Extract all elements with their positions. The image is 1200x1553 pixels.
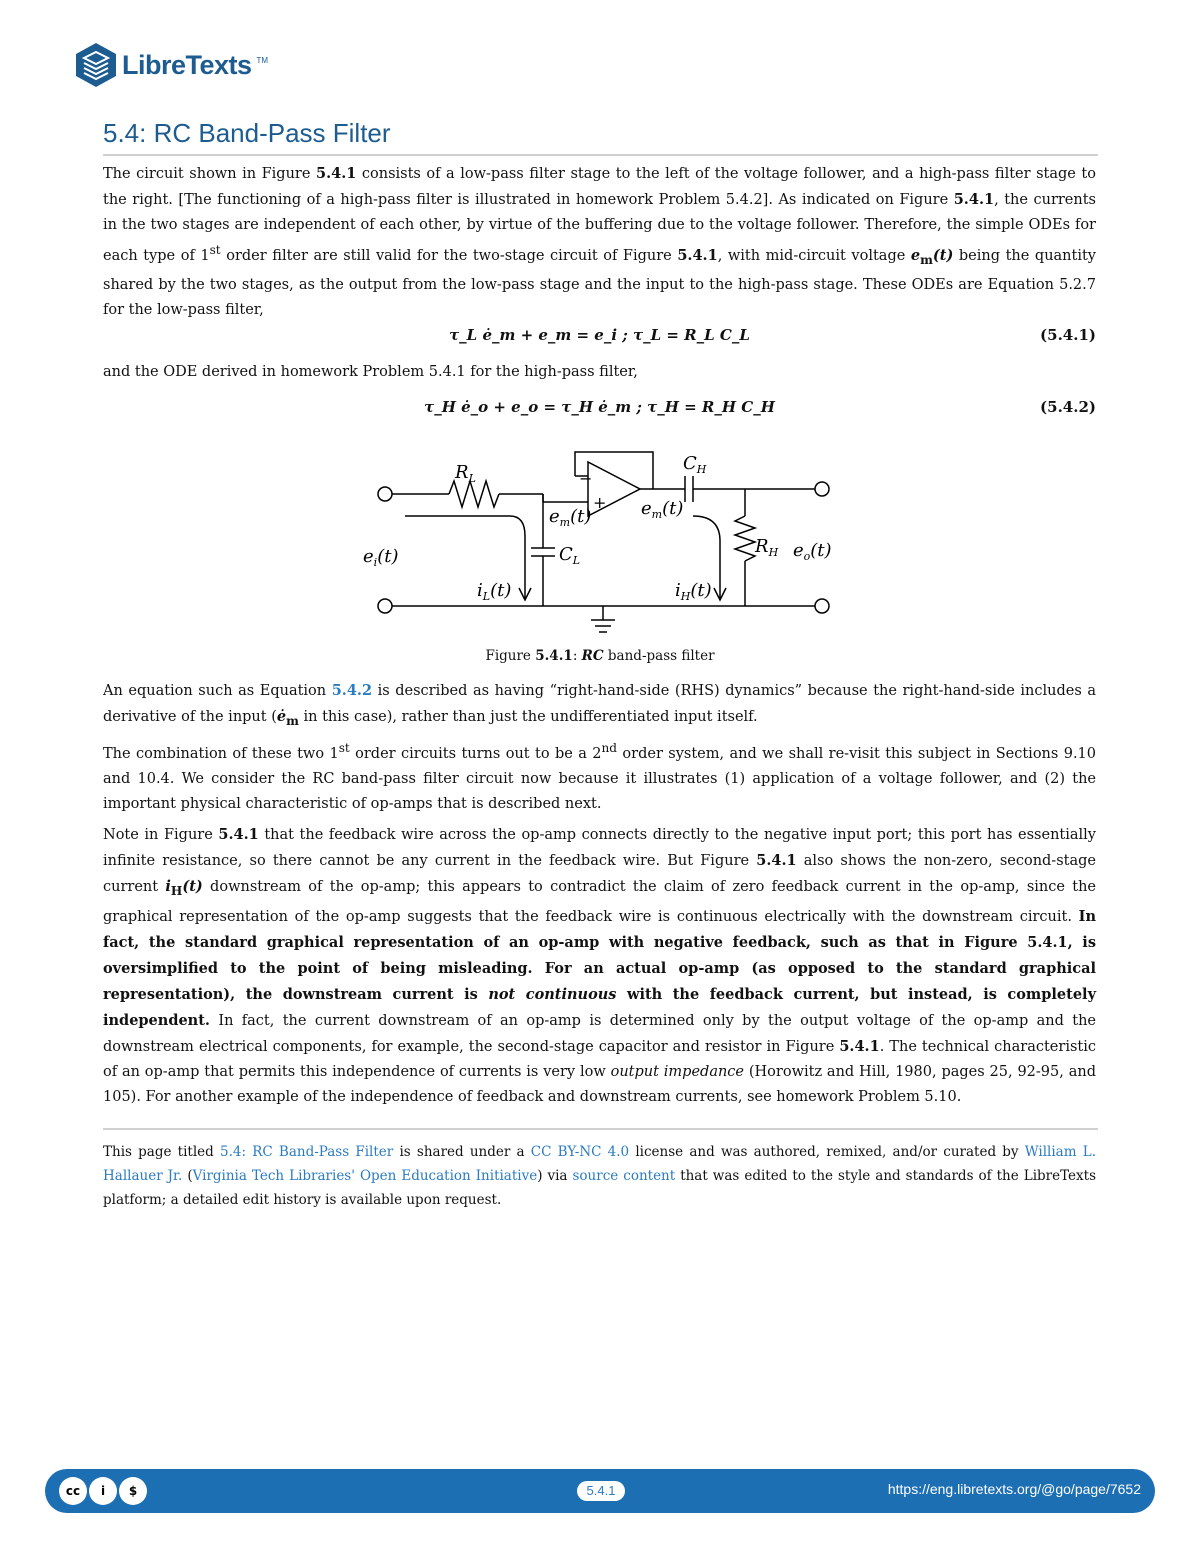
license-link[interactable]: CC BY-NC 4.0 bbox=[530, 1144, 630, 1160]
text-run: ( bbox=[182, 1168, 193, 1184]
math-subscript: m bbox=[920, 252, 933, 267]
equation-math: τ_L ė_m + e_m = e_i ; τ_L = R_L C_L bbox=[449, 326, 750, 344]
cc-icon: cc bbox=[59, 1477, 87, 1505]
page-url[interactable]: https://eng.libretexts.org/@go/page/7652 bbox=[887, 1481, 1141, 1497]
text-run: . The technical characteristic of an op-amp that permits this independence of currents is very low bbox=[103, 1038, 1096, 1080]
second-order-paragraph bbox=[103, 736, 1096, 817]
text-run: also shows the non-zero, second-stage current bbox=[103, 853, 1096, 895]
equation-5-4-2 bbox=[103, 396, 1096, 426]
text-run: order system, and we shall re-visit this subject in Sections 9.10 and 10.4. We consider the RC band-pass filter circuit now because it illustrates (1) application of a voltage follower, and (2) the important physical characteristic of op-amps that is described next. bbox=[103, 745, 1097, 812]
feedback-paragraph bbox=[103, 822, 1096, 1110]
page-title-link[interactable]: 5.4: RC Band-Pass Filter bbox=[220, 1144, 394, 1160]
label-il: $i_L(t)$ bbox=[477, 580, 512, 603]
math-argument: (t) bbox=[182, 878, 203, 895]
title-divider bbox=[103, 154, 1098, 156]
math-variable: i bbox=[165, 878, 171, 895]
caption-rc: RC bbox=[581, 648, 604, 664]
bold-text-run: with the feedback current, but instead, is completely independent. bbox=[103, 985, 1096, 1029]
page-title: 5.4: RC Band-Pass Filter bbox=[103, 118, 391, 148]
output-terminal-bottom bbox=[815, 599, 829, 613]
text-run: that the feedback wire across the op-amp connects directly to the negative input port; this port has essentially infinite resistance, so there cannot be any current in the feedback wire. But Figure bbox=[103, 827, 1096, 869]
math-subscript: m bbox=[286, 713, 299, 728]
resistor-rh bbox=[735, 516, 755, 561]
superscript: st bbox=[338, 741, 350, 755]
text-run: Note in Figure bbox=[103, 827, 219, 843]
text-run: in this case), rather than just the undifferentiated input itself. bbox=[298, 709, 758, 725]
source-content-link[interactable]: source content bbox=[572, 1168, 676, 1184]
text-run: This page titled bbox=[103, 1144, 220, 1160]
label-em-left: $e_m(t)$ bbox=[549, 506, 592, 529]
text-run: is shared under a bbox=[393, 1144, 531, 1160]
caption-separator: : bbox=[572, 648, 582, 664]
text-run: consists of a low-pass filter stage to the left of the voltage follower, and a high-pass filter stage to the right. [The functioning of a high-pass filter is illustrated in homework Problem 5.4.2]. As indicated on Figure bbox=[103, 166, 1096, 208]
math-variable: ė bbox=[276, 708, 287, 725]
text-run: that was edited to the style and standards of the LibreTexts platform; a detailed edit history is available upon request. bbox=[103, 1168, 1097, 1208]
label-ei: $e_i(t)$ bbox=[363, 546, 399, 569]
label-em-right: $e_m(t)$ bbox=[641, 498, 684, 521]
intro-paragraph bbox=[103, 161, 1096, 323]
publisher-link[interactable]: Virginia Tech Libraries' Open Education Initiative bbox=[192, 1168, 538, 1184]
output-terminal-top bbox=[815, 482, 829, 496]
cc-license-badge[interactable] bbox=[59, 1477, 147, 1505]
equation-math: τ_H ė_o + e_o = τ_H ė_m ; τ_H = R_H C_H bbox=[424, 398, 775, 416]
license-divider bbox=[103, 1128, 1098, 1130]
italic-text: output impedance bbox=[610, 1063, 745, 1080]
figure-ref: 5.4.1 bbox=[839, 1037, 880, 1055]
text-run: The combination of these two 1 bbox=[103, 745, 339, 762]
math-variable: e bbox=[910, 246, 921, 264]
caption-text: band-pass filter bbox=[603, 648, 715, 664]
author-link[interactable]: William L. Hallauer Jr. bbox=[103, 1144, 1096, 1184]
text-run: (Horowitz and Hill, 1980, pages 25, 92-95, and 105). For another example of the independence of feedback and downstream currents, see homework Problem 5.10. bbox=[103, 1063, 1096, 1105]
bold-italic-text: not continuous bbox=[488, 985, 617, 1003]
page-footer bbox=[45, 1469, 1155, 1513]
input-terminal-bottom bbox=[378, 599, 392, 613]
text-run: An equation such as Equation bbox=[103, 683, 332, 699]
equation-number: (5.4.1) bbox=[1040, 326, 1096, 344]
figure-ref: 5.4.1 bbox=[1027, 933, 1068, 951]
op-amp-minus-label: − bbox=[579, 469, 593, 488]
label-ch: $C_H$ bbox=[683, 453, 707, 476]
figure-ref: 5.4.1 bbox=[315, 165, 357, 182]
equation-number: (5.4.2) bbox=[1040, 398, 1096, 416]
logo-text: LibreTexts bbox=[122, 49, 252, 80]
label-eo: $e_o(t)$ bbox=[793, 540, 832, 563]
equation-5-4-1 bbox=[103, 324, 1096, 354]
page-number: 5.4.1 bbox=[577, 1481, 625, 1501]
label-cl: $C_L$ bbox=[559, 544, 581, 567]
text-run: , with mid-circuit voltage bbox=[717, 247, 911, 264]
text-run: is described as having “right-hand-side (RHS) dynamics” because the right-hand-side includes a derivative of the input ( bbox=[103, 683, 1096, 725]
superscript: st bbox=[209, 243, 221, 257]
by-attribution-icon: i bbox=[89, 1477, 117, 1505]
text-run: In fact, the current downstream of an op-amp is determined only by the output voltage of the op-amp and the downstream electrical components, for example, the second-stage capacitor and resistor in Figure bbox=[103, 1012, 1096, 1055]
input-terminal-top bbox=[378, 487, 392, 501]
libretexts-logo[interactable] bbox=[74, 42, 268, 88]
superscript: nd bbox=[601, 741, 618, 755]
text-run: order filter are still valid for the two-stage circuit of Figure bbox=[220, 247, 678, 264]
label-rl: $R_L$ bbox=[455, 462, 476, 485]
math-subscript: H bbox=[170, 883, 183, 898]
text-run: license and was authored, remixed, and/or curated by bbox=[629, 1144, 1025, 1160]
bold-text-run: In fact, the standard graphical representation of an op-amp with negative feedback, such as that in Figure bbox=[103, 907, 1096, 951]
logo-trademark: TM bbox=[256, 56, 269, 65]
equation-link[interactable]: 5.4.2 bbox=[331, 682, 373, 699]
license-paragraph bbox=[103, 1140, 1096, 1212]
band-pass-filter-circuit bbox=[355, 436, 845, 641]
figure-ref: 5.4.1 bbox=[677, 246, 718, 264]
caption-number: 5.4.1 bbox=[535, 648, 573, 664]
figure-ref: 5.4.1 bbox=[953, 191, 995, 208]
text-run: downstream of the op-amp; this appears to contradict the claim of zero feedback current in the op-amp, since the graphical representation of the op-amp suggests that the feedback wire is continuous electrically with the downstream circuit. bbox=[103, 879, 1097, 925]
op-amp-plus-label: + bbox=[593, 493, 607, 512]
text-run: being the quantity shared by the two stages, as the output from the low-pass stage and the input to the high-pass stage. These ODEs are Equation 5.2.7 for the low-pass filter, bbox=[103, 247, 1096, 318]
bold-text-run: , is oversimplified to the point of being misleading. For an actual op-amp (as opposed to the standard graphical representation), the downstream current is bbox=[103, 933, 1096, 1003]
nc-noncommercial-icon: $ bbox=[119, 1477, 147, 1505]
figure-caption bbox=[0, 648, 1200, 664]
label-ih: $i_H(t)$ bbox=[675, 580, 712, 603]
libretexts-logo-icon bbox=[74, 42, 118, 88]
rhs-dynamics-paragraph bbox=[103, 678, 1096, 734]
text-run: , the currents in the two stages are independent of each other, by virtue of the buffering due to the voltage follower. Therefore, the simple ODEs for each type of 1 bbox=[103, 192, 1096, 264]
caption-label: Figure bbox=[485, 648, 536, 664]
figure-ref: 5.4.1 bbox=[756, 852, 797, 869]
figure-ref: 5.4.1 bbox=[218, 826, 259, 843]
text-run: The circuit shown in Figure bbox=[103, 166, 316, 182]
transition-text: and the ODE derived in homework Problem 5.4.1 for the high-pass filter, bbox=[103, 364, 638, 380]
text-run: ) via bbox=[537, 1168, 573, 1184]
math-argument: (t) bbox=[932, 246, 954, 264]
text-run: order circuits turns out to be a 2 bbox=[349, 745, 602, 762]
label-rh: $R_H$ bbox=[755, 536, 779, 559]
